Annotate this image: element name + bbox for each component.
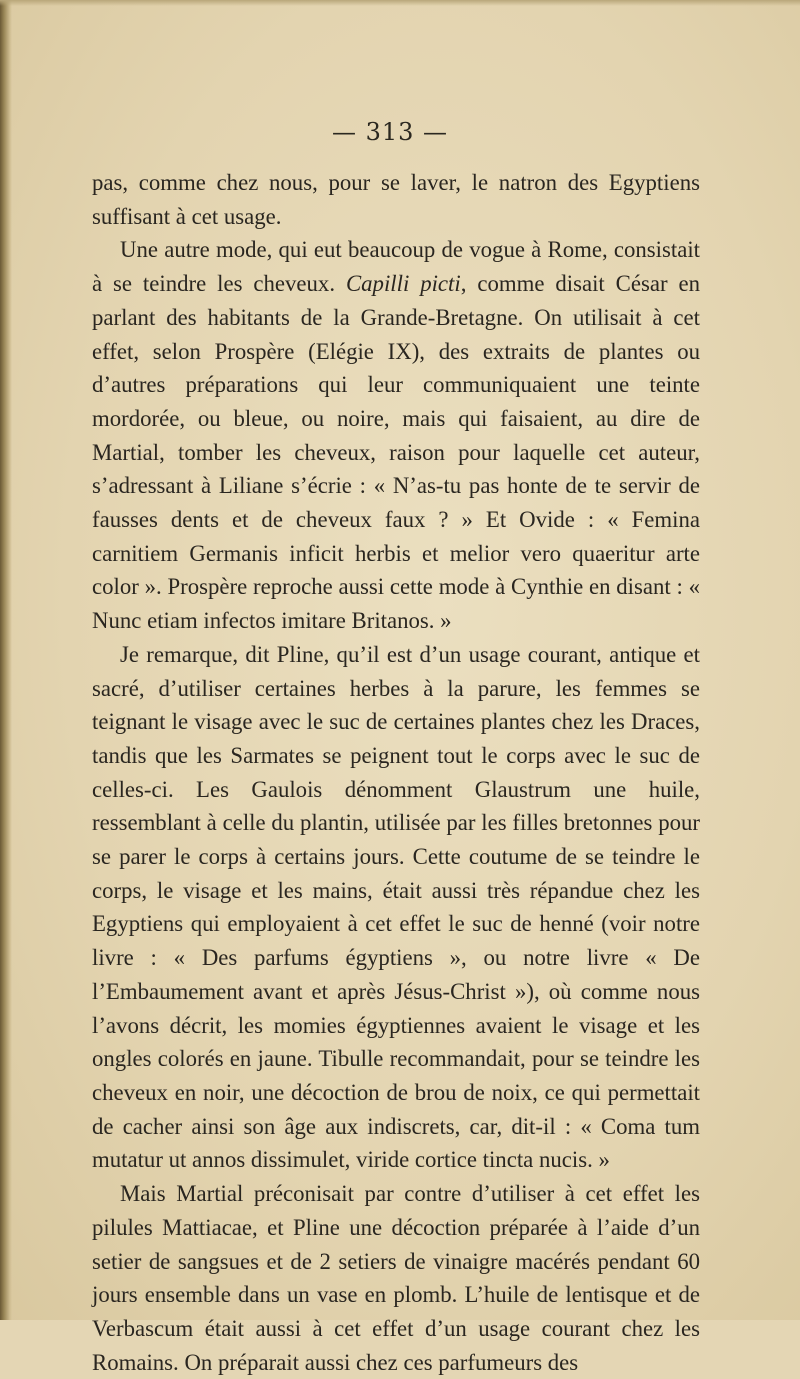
- page-top-edge: [0, 0, 800, 6]
- paragraph-martial: Mais Martial préconisait par contre d’utiliser à cet effet les pilules Mattiacae, et Pline une décoction préparée à l’aide d’un setier de sangsues et de 2 setiers de vinaigre macérés pendant 60 jours ensemble dans un vase en plomb. L’huile de lentisque et de Verbascum était aussi à cet effet d’un usage courant chez les Romains. On préparait aussi chez ces parfumeurs des: [92, 1181, 700, 1375]
- latin-phrase: Capilli picti: [345, 271, 461, 297]
- paragraph-hair-dye: [92, 233, 700, 637]
- page-binding-edge: [0, 0, 12, 1320]
- paragraph-text-end: , comme disait César en parlant des habitants de la Grande-Bretagne. On utilisait à cet effet, selon Prospère (Elégie IX), des extraits de plantes ou d’autres préparations qui leur communiquaient une teinte mordorée, ou bleue, ou noire, mais qui faisaient, au dire de Martial, tomber les cheveux, raison pour laquelle cet auteur, s’adressant à Liliane s’écrie : « N’as-tu pas honte de te servir de fausses dents et de cheveux faux ? » Et Ovide : « Femina carnitiem Germanis inficit herbis et melior vero quaeritur arte color ». Prospère reproche aussi cette mode à Cynthie en disant : « Nunc etiam infectos imitare Britanos. »: [92, 271, 700, 634]
- paragraph-continuation: pas, comme chez nous, pour se laver, le natron des Egyptiens suffisant à cet usage.: [92, 170, 700, 229]
- body-text: [92, 166, 700, 1379]
- paragraph-text-start: Une autre mode, qui eut beaucoup de vogue à Rome, consistait à se teindre les cheveux.: [92, 237, 700, 297]
- page-number: — 313 —: [331, 118, 449, 146]
- paragraph-pline: Je remarque, dit Pline, qu’il est d’un usage courant, antique et sacré, d’utiliser certaines herbes à la parure, les femmes se teignant le visage avec le suc de certaines plantes chez les Draces, tandis que les Sarmates se peignent tout le corps avec le suc de celles-ci. Les Gaulois dénomment Glaustrum une huile, ressemblant à celle du plantin, utilisée par les filles bretonnes pour se parer le corps à certains jours. Cette coutume de se teindre le corps, le visage et les mains, était aussi très répandue chez les Egyptiens qui employaient à cet effet le suc de henné (voir notre livre : « Des parfums égyptiens », ou notre livre « De l’Embaumement avant et après Jésus-Christ »), où comme nous l’avons décrit, les momies égyptiennes avaient le visage et les ongles colorés en jaune. Tibulle recommandait, pour se teindre les cheveux en noir, une décoction de brou de noix, ce qui permettait de cacher ainsi son âge aux indiscrets, car, dit-il : « Coma tum mutatur ut annos dissimulet, viride cortice tincta nucis. »: [92, 641, 700, 1173]
